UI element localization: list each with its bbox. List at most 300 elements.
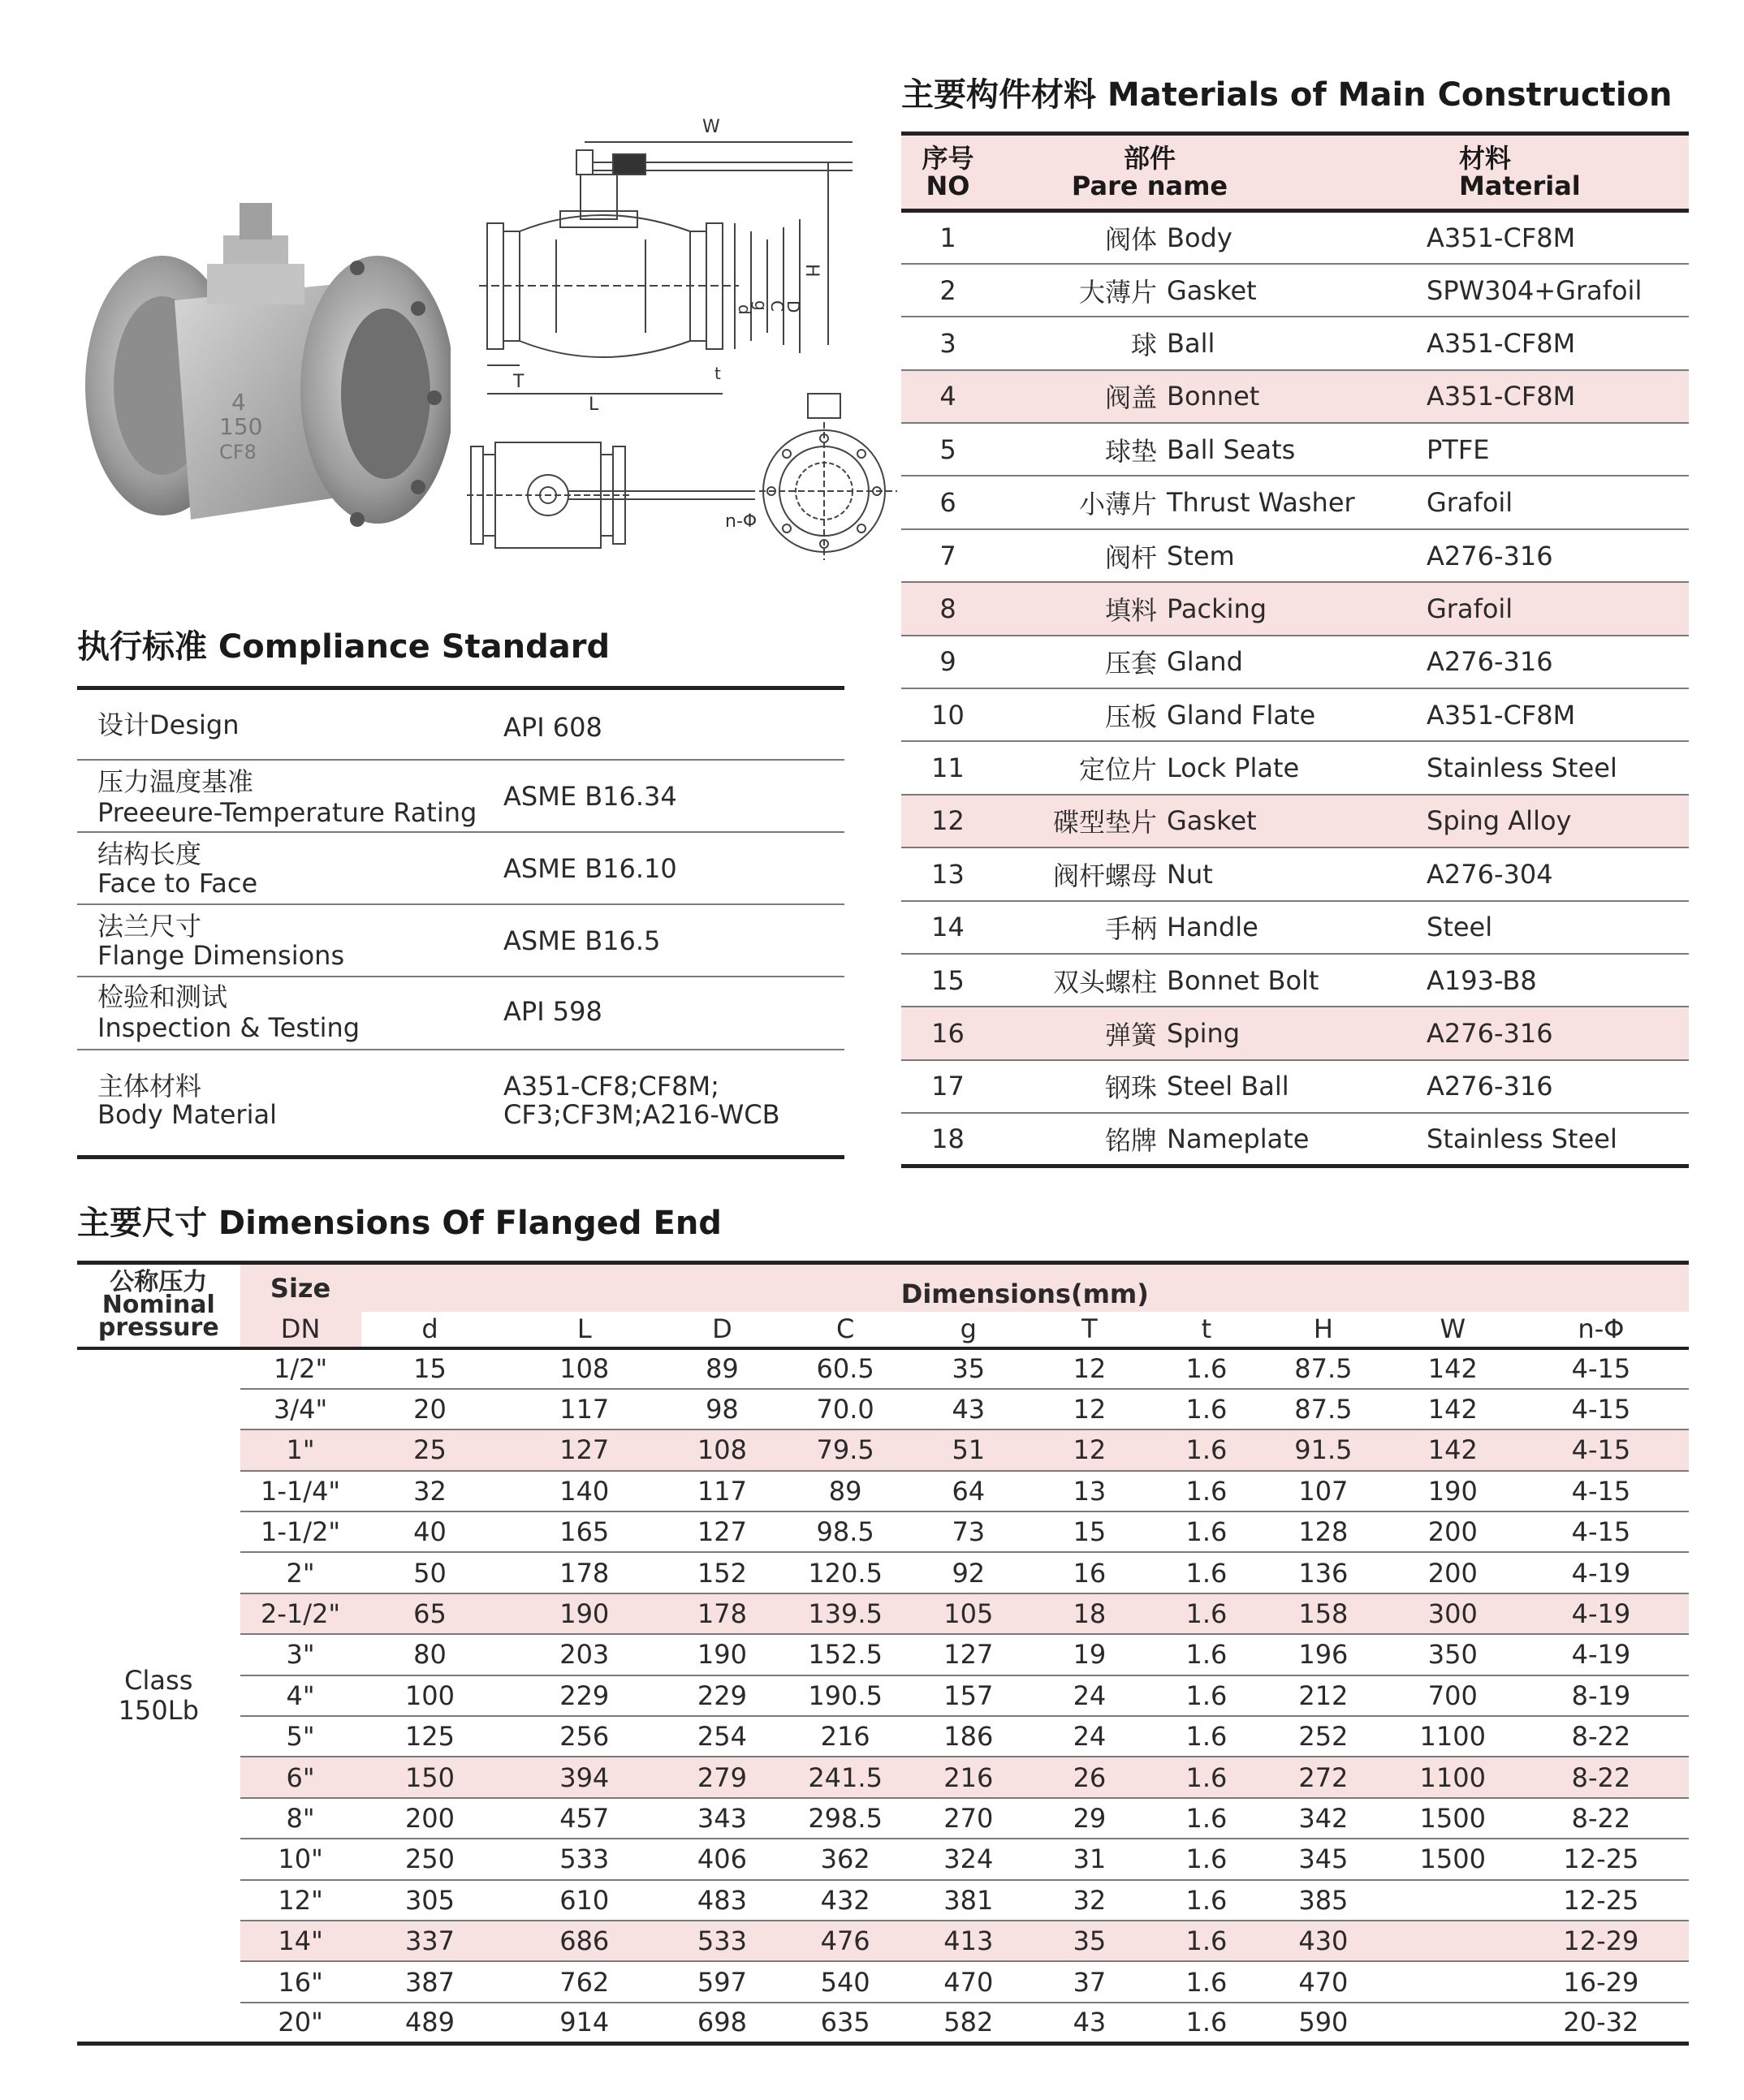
- dimension-cell: 190: [499, 1593, 670, 1634]
- header-no: [901, 134, 995, 211]
- dimension-cell: 350: [1392, 1634, 1513, 1675]
- material-value: Stainless Steel: [1427, 1123, 1617, 1155]
- dimension-cell: 16: [1021, 1552, 1159, 1593]
- material-value: A351-CF8M: [1427, 222, 1576, 253]
- dimension-cell: 256: [499, 1716, 670, 1757]
- dimension-cell: 140: [499, 1471, 670, 1511]
- dimension-cell: 117: [670, 1471, 775, 1511]
- compliance-label-cn: 主体材料: [97, 1071, 202, 1102]
- dim-col-header: t: [1201, 1313, 1212, 1344]
- dimension-cell: 698: [670, 2003, 775, 2043]
- material-part-cn: 钢珠: [1104, 1072, 1157, 1104]
- dimension-cell: 324: [917, 1839, 1021, 1879]
- dim-col-header: g: [960, 1313, 977, 1344]
- dimension-cell: 362: [775, 1839, 917, 1879]
- valve-end-drawing: [759, 390, 901, 564]
- dimension-cell: 381: [917, 1880, 1021, 1921]
- materials-row: [901, 688, 1689, 741]
- materials-row: [901, 795, 1689, 847]
- dimension-cell: 1.6: [1159, 1429, 1254, 1470]
- compliance-title: 执行标准 Compliance Standard: [77, 628, 611, 666]
- dimension-cell: 2": [240, 1552, 361, 1593]
- dim-col-header: T: [1081, 1313, 1098, 1344]
- material-part-cn: 碟型垫片: [1052, 807, 1157, 839]
- dimension-cell: 300: [1392, 1593, 1513, 1634]
- dim-label-t: t: [714, 364, 721, 383]
- material-part-en: Body: [1167, 222, 1232, 253]
- compliance-row: [77, 761, 844, 833]
- dimension-cell: 128: [1254, 1511, 1392, 1552]
- material-part-cn: 阀盖: [1104, 382, 1157, 414]
- dimension-cell: 89: [670, 1348, 775, 1389]
- dimension-cell: 1100: [1392, 1716, 1513, 1757]
- dimension-cell: 470: [1254, 1961, 1392, 2002]
- dimension-cell: 8-22: [1513, 1798, 1689, 1839]
- materials-row: [901, 847, 1689, 900]
- material-no: 6: [939, 487, 956, 519]
- material-no: 2: [939, 274, 956, 306]
- dimension-cell: 1.6: [1159, 1471, 1254, 1511]
- dimension-cell: 139.5: [775, 1593, 917, 1634]
- dimension-cell: 20: [361, 1389, 499, 1429]
- valve-photo: [77, 187, 451, 544]
- material-no: 3: [939, 327, 956, 359]
- dimension-cell: 1.6: [1159, 1675, 1254, 1716]
- material-part-cn: 手柄: [1104, 913, 1157, 945]
- materials-header-row: [901, 134, 1689, 211]
- materials-row: [901, 529, 1689, 582]
- materials-row: [901, 476, 1689, 528]
- material-part-en: Sping: [1167, 1018, 1241, 1050]
- dimension-cell: 196: [1254, 1634, 1392, 1675]
- materials-row: [901, 1060, 1689, 1113]
- dimension-cell: 12-25: [1513, 1880, 1689, 1921]
- dimension-cell: 32: [361, 1471, 499, 1511]
- dimension-cell: 489: [361, 2003, 499, 2043]
- dimension-cell: 1": [240, 1429, 361, 1470]
- dimension-cell: 178: [670, 1593, 775, 1634]
- dimension-cell: 165: [499, 1511, 670, 1552]
- dimension-cell: 533: [670, 1921, 775, 1961]
- materials-row: [901, 1007, 1689, 1059]
- materials-row: [901, 901, 1689, 954]
- material-value: A276-316: [1427, 1071, 1553, 1102]
- compliance-label-cn: 结构长度: [97, 839, 202, 869]
- material-part-en: Bonnet: [1167, 381, 1260, 412]
- dimension-cell: 20-32: [1513, 2003, 1689, 2043]
- dimension-cell: 87.5: [1254, 1389, 1392, 1429]
- dimension-cell: 35: [1021, 1921, 1159, 1961]
- dim-label-l: L: [589, 395, 599, 415]
- compliance-label-en: Flange Dimensions: [97, 940, 345, 971]
- dimension-cell: 125: [361, 1716, 499, 1757]
- dimension-cell: 120.5: [775, 1552, 917, 1593]
- dim-col-header: H: [1313, 1313, 1333, 1344]
- dimension-cell: 1.6: [1159, 1921, 1254, 1961]
- dimension-cell: 540: [775, 1961, 917, 2002]
- material-part-en: Lock Plate: [1167, 752, 1300, 784]
- material-part-en: Nameplate: [1167, 1123, 1310, 1155]
- materials-row: [901, 1113, 1689, 1166]
- dimension-cell: 1.6: [1159, 1552, 1254, 1593]
- dimension-cell: [1392, 2003, 1513, 2043]
- dimension-cell: 342: [1254, 1798, 1392, 1839]
- dimension-row: [77, 1961, 1689, 2002]
- dimension-cell: 470: [917, 1961, 1021, 2002]
- dimension-cell: 413: [917, 1921, 1021, 1961]
- material-value: PTFE: [1427, 433, 1490, 465]
- compliance-label-cn: 压力温度基准: [97, 766, 254, 797]
- material-part-cn: 球: [1130, 329, 1157, 360]
- dimension-cell: 190: [1392, 1471, 1513, 1511]
- dimension-cell: 1.6: [1159, 1634, 1254, 1675]
- compliance-table: [77, 686, 844, 1159]
- dimension-cell: 29: [1021, 1798, 1159, 1839]
- materials-row: [901, 741, 1689, 794]
- dimension-cell: 60.5: [775, 1348, 917, 1389]
- material-part-cn: 大薄片: [1078, 276, 1157, 308]
- dimension-cell: 157: [917, 1675, 1021, 1716]
- size-header: Size: [240, 1263, 361, 1312]
- compliance-value: ASME B16.5: [503, 925, 661, 956]
- material-part-cn: 填料: [1104, 594, 1157, 626]
- dimension-row: [77, 1471, 1689, 1511]
- dimension-cell: 31: [1021, 1839, 1159, 1879]
- materials-row: [901, 423, 1689, 476]
- cast-mark-1: 4: [231, 389, 246, 416]
- material-part-en: Stem: [1167, 540, 1235, 571]
- dimension-cell: 24: [1021, 1716, 1159, 1757]
- dimension-cell: 597: [670, 1961, 775, 2002]
- compliance-label-cn: 法兰尺寸: [97, 911, 202, 942]
- material-part-cn: 阀杆: [1104, 541, 1157, 573]
- dimension-cell: 635: [775, 2003, 917, 2043]
- material-part-cn: 压板: [1104, 701, 1157, 732]
- material-part-en: Gasket: [1167, 805, 1257, 837]
- dimension-cell: 1.6: [1159, 1839, 1254, 1879]
- material-no: 5: [939, 433, 956, 465]
- dimension-cell: 70.0: [775, 1389, 917, 1429]
- dim-label-c: C: [767, 300, 787, 312]
- compliance-label-en: Body Material: [97, 1099, 277, 1130]
- dimension-cell: 98.5: [775, 1511, 917, 1552]
- header-mat-en: Material: [1459, 170, 1581, 201]
- dimension-cell: 4-19: [1513, 1634, 1689, 1675]
- material-part-en: Nut: [1167, 858, 1213, 890]
- dimension-cell: 4-19: [1513, 1552, 1689, 1593]
- dimension-cell: 250: [361, 1839, 499, 1879]
- dimension-cell: 12: [1021, 1429, 1159, 1470]
- material-value: A351-CF8M: [1427, 699, 1576, 731]
- dimension-cell: 200: [361, 1798, 499, 1839]
- material-value: A351-CF8M: [1427, 381, 1576, 412]
- dimension-cell: 385: [1254, 1880, 1392, 1921]
- material-no: 9: [939, 646, 956, 678]
- dimension-cell: [1392, 1921, 1513, 1961]
- dimension-cell: 1.6: [1159, 1593, 1254, 1634]
- dimension-row: [77, 1429, 1689, 1470]
- material-part-cn: 定位片: [1078, 754, 1157, 786]
- dimension-cell: 216: [775, 1716, 917, 1757]
- materials-row: [901, 636, 1689, 688]
- dimension-cell: 252: [1254, 1716, 1392, 1757]
- cast-mark-3: CF8: [219, 441, 257, 464]
- dimension-cell: 2-1/2": [240, 1593, 361, 1634]
- dimension-row: [77, 1552, 1689, 1593]
- header-no-cn: 序号: [922, 143, 974, 174]
- dimension-cell: 79.5: [775, 1429, 917, 1470]
- dimension-cell: 152.5: [775, 1634, 917, 1675]
- materials-row: [901, 954, 1689, 1007]
- dimension-cell: 1.6: [1159, 1961, 1254, 2002]
- dimension-cell: 64: [917, 1471, 1021, 1511]
- dimension-cell: 50: [361, 1552, 499, 1593]
- dimension-cell: 12-29: [1513, 1921, 1689, 1961]
- dimensions-mm-header: Dimensions(mm): [361, 1263, 1689, 1312]
- dim-label-h: H: [801, 264, 822, 278]
- dimension-cell: 92: [917, 1552, 1021, 1593]
- dimension-cell: 394: [499, 1757, 670, 1797]
- dim-label-d: d: [735, 304, 754, 315]
- dimension-cell: 1-1/2": [240, 1511, 361, 1552]
- material-value: Stainless Steel: [1427, 752, 1617, 784]
- dimension-row: [77, 1798, 1689, 1839]
- dim-label-nphi: n-Φ: [725, 511, 758, 532]
- dimension-cell: 200: [1392, 1552, 1513, 1593]
- dim-col-header: W: [1440, 1313, 1466, 1344]
- dimension-cell: 4-15: [1513, 1471, 1689, 1511]
- dimension-cell: 51: [917, 1429, 1021, 1470]
- dimension-cell: 12: [1021, 1389, 1159, 1429]
- class-line-2: 150Lb: [118, 1694, 199, 1726]
- dimension-cell: 14": [240, 1921, 361, 1961]
- nominal-en-2: pressure: [97, 1313, 219, 1343]
- valve-front-drawing: [471, 118, 885, 422]
- dimension-cell: 610: [499, 1880, 670, 1921]
- material-no: 16: [931, 1018, 965, 1050]
- header-material: [1427, 134, 1689, 211]
- materials-row: [901, 370, 1689, 423]
- material-part-cn: 压套: [1104, 648, 1157, 679]
- dimension-cell: 1-1/4": [240, 1471, 361, 1511]
- dimension-cell: 4-15: [1513, 1389, 1689, 1429]
- dimension-cell: 142: [1392, 1429, 1513, 1470]
- dimension-cell: 582: [917, 2003, 1021, 2043]
- dimension-cell: 12-25: [1513, 1839, 1689, 1879]
- material-no: 11: [931, 752, 965, 784]
- dimension-cell: 203: [499, 1634, 670, 1675]
- material-no: 12: [931, 805, 965, 837]
- dimension-cell: 18: [1021, 1593, 1159, 1634]
- header-part-en: Pare name: [1071, 170, 1228, 201]
- compliance-label-en: Inspection & Testing: [97, 1012, 360, 1043]
- dimensions-table: [77, 1261, 1689, 2046]
- dimension-cell: 150: [361, 1757, 499, 1797]
- dimension-cell: 1.6: [1159, 2003, 1254, 2043]
- dimension-cell: 337: [361, 1921, 499, 1961]
- dimension-cell: 98: [670, 1389, 775, 1429]
- dimension-cell: 476: [775, 1921, 917, 1961]
- material-no: 7: [939, 540, 956, 571]
- dim-label-T: T: [513, 372, 524, 392]
- dimension-row: [77, 1634, 1689, 1675]
- dimension-cell: 127: [670, 1511, 775, 1552]
- material-part-en: Steel Ball: [1167, 1071, 1289, 1102]
- dimension-cell: 190.5: [775, 1675, 917, 1716]
- materials-table: [901, 132, 1689, 1168]
- material-part-cn: 小薄片: [1078, 489, 1157, 520]
- material-part-cn: 阀杆螺母: [1052, 860, 1157, 891]
- dimension-cell: 1100: [1392, 1757, 1513, 1797]
- dimension-cell: 4-19: [1513, 1593, 1689, 1634]
- material-value: A351-CF8M: [1427, 327, 1576, 359]
- dim-label-D: D: [784, 300, 803, 313]
- dimension-cell: 1.6: [1159, 1757, 1254, 1797]
- material-no: 18: [931, 1123, 965, 1155]
- header-no-en: NO: [926, 170, 970, 201]
- material-part-cn: 球垫: [1104, 435, 1157, 467]
- material-part-en: Ball: [1167, 327, 1215, 359]
- dimension-cell: 241.5: [775, 1757, 917, 1797]
- compliance-value: ASME B16.10: [503, 853, 677, 884]
- compliance-label-en: Face to Face: [97, 868, 258, 899]
- compliance-label-cn: 检验和测试: [97, 981, 228, 1012]
- materials-row: [901, 317, 1689, 369]
- dimension-cell: 483: [670, 1880, 775, 1921]
- dimension-cell: 142: [1392, 1389, 1513, 1429]
- valve-top-drawing: [467, 426, 759, 568]
- dimension-cell: 1.6: [1159, 1511, 1254, 1552]
- compliance-label: 设计Design: [97, 709, 240, 740]
- dimension-cell: 1.6: [1159, 1389, 1254, 1429]
- material-part-en: Handle: [1167, 912, 1258, 943]
- dimension-cell: 136: [1254, 1552, 1392, 1593]
- header-mat-cn: 材料: [1459, 143, 1512, 174]
- material-part-en: Thrust Washer: [1167, 487, 1355, 519]
- dimension-cell: 73: [917, 1511, 1021, 1552]
- material-part-cn: 弹簧: [1104, 1020, 1157, 1051]
- dimension-cell: 37: [1021, 1961, 1159, 2002]
- material-value: Grafoil: [1427, 487, 1513, 519]
- dimension-cell: 5": [240, 1716, 361, 1757]
- dimension-cell: 254: [670, 1716, 775, 1757]
- dim-col-header: DN: [240, 1312, 361, 1348]
- dimension-cell: 1.6: [1159, 1798, 1254, 1839]
- header-part: [995, 134, 1427, 211]
- dimension-row: [77, 1348, 1689, 1389]
- dimension-row: [77, 1880, 1689, 1921]
- material-part-en: Ball Seats: [1167, 433, 1296, 465]
- dimension-cell: 35: [917, 1348, 1021, 1389]
- dimension-cell: 1.6: [1159, 1348, 1254, 1389]
- material-part-en: Gland: [1167, 646, 1243, 678]
- dimension-row: [77, 1839, 1689, 1879]
- dimensions-title: 主要尺寸 Dimensions Of Flanged End: [77, 1205, 722, 1242]
- dimension-cell: 15: [361, 1348, 499, 1389]
- material-no: 14: [931, 912, 965, 943]
- dimension-cell: 1/2": [240, 1348, 361, 1389]
- dimension-cell: 8-19: [1513, 1675, 1689, 1716]
- material-value: Steel: [1427, 912, 1493, 943]
- dimension-row: [77, 1593, 1689, 1634]
- nominal-pressure-header: [77, 1263, 240, 1348]
- material-no: 15: [931, 964, 965, 996]
- compliance-row: [77, 833, 844, 905]
- materials-row: [901, 264, 1689, 317]
- dimension-cell: 15: [1021, 1511, 1159, 1552]
- dimension-cell: 270: [917, 1798, 1021, 1839]
- dimension-cell: 4-15: [1513, 1511, 1689, 1552]
- material-no: 13: [931, 858, 965, 890]
- dimension-cell: 6": [240, 1757, 361, 1797]
- material-value: Grafoil: [1427, 593, 1513, 624]
- compliance-value: A351-CF8;CF8M;: [503, 1071, 719, 1102]
- dimension-cell: 127: [499, 1429, 670, 1470]
- dimension-cell: 65: [361, 1593, 499, 1634]
- dimension-cell: 117: [499, 1389, 670, 1429]
- dimension-cell: 16": [240, 1961, 361, 2002]
- dimension-cell: 457: [499, 1798, 670, 1839]
- material-no: 1: [939, 222, 956, 253]
- material-value: A276-316: [1427, 1018, 1553, 1050]
- dimension-cell: 178: [499, 1552, 670, 1593]
- dimension-cell: 533: [499, 1839, 670, 1879]
- dimension-cell: 89: [775, 1471, 917, 1511]
- dimension-cell: 158: [1254, 1593, 1392, 1634]
- dimension-cell: 590: [1254, 2003, 1392, 2043]
- materials-title: 主要构件材料 Materials of Main Construction: [901, 76, 1673, 114]
- dim-col-header: L: [576, 1313, 592, 1344]
- dimension-cell: 4-15: [1513, 1348, 1689, 1389]
- dimension-cell: 127: [917, 1634, 1021, 1675]
- dim-col-header: D: [712, 1313, 732, 1344]
- dim-col-header: C: [835, 1313, 855, 1344]
- dimension-cell: 80: [361, 1634, 499, 1675]
- dimension-cell: 108: [499, 1348, 670, 1389]
- dimension-row: [77, 1511, 1689, 1552]
- dimension-cell: 432: [775, 1880, 917, 1921]
- dimension-cell: 4": [240, 1675, 361, 1716]
- compliance-value: API 598: [503, 996, 602, 1027]
- nominal-cn: 公称压力: [110, 1268, 208, 1297]
- dimension-cell: 229: [670, 1675, 775, 1716]
- dimension-cell: 87.5: [1254, 1348, 1392, 1389]
- dimension-cell: 1.6: [1159, 1716, 1254, 1757]
- material-no: 17: [931, 1071, 965, 1102]
- dimension-cell: 26: [1021, 1757, 1159, 1797]
- dimension-cell: [1392, 1961, 1513, 2002]
- dimension-cell: 43: [1021, 2003, 1159, 2043]
- dimension-cell: 105: [917, 1593, 1021, 1634]
- material-part-en: Packing: [1167, 593, 1267, 624]
- dimension-row: [77, 2003, 1689, 2043]
- materials-row: [901, 211, 1689, 264]
- dimension-cell: 40: [361, 1511, 499, 1552]
- dimension-cell: 12": [240, 1880, 361, 1921]
- dim-label-g: g: [751, 300, 771, 311]
- material-value: A276-304: [1427, 858, 1553, 890]
- compliance-label-en: Preeeure-Temperature Rating: [97, 797, 477, 828]
- material-no: 8: [939, 593, 956, 624]
- compliance-row: [77, 977, 844, 1050]
- dimension-cell: 100: [361, 1675, 499, 1716]
- dimension-cell: 142: [1392, 1348, 1513, 1389]
- dimension-cell: 279: [670, 1757, 775, 1797]
- dimension-row: [77, 1921, 1689, 1961]
- dimension-row: [77, 1757, 1689, 1797]
- material-value: A193-B8: [1427, 964, 1537, 996]
- material-part-en: Gland Flate: [1167, 699, 1316, 731]
